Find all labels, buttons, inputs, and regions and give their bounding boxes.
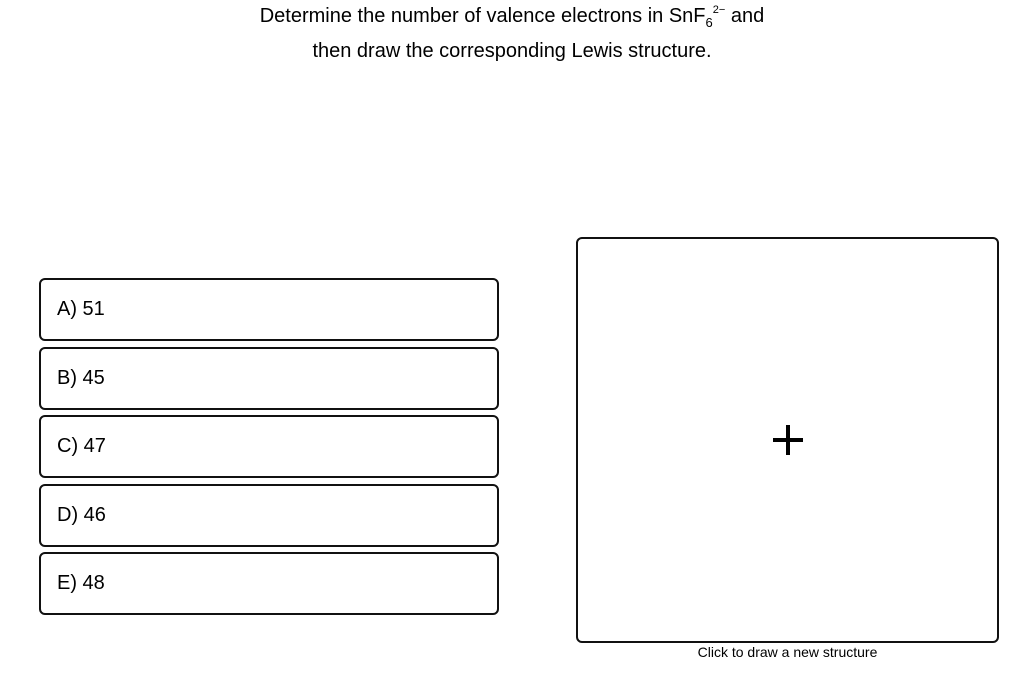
draw-caption: Click to draw a new structure bbox=[697, 644, 878, 660]
option-label: A) 51 bbox=[57, 298, 105, 320]
question-line-1 bbox=[0, 0, 1024, 35]
option-label: C) 47 bbox=[57, 435, 106, 457]
option-label: D) 46 bbox=[57, 503, 106, 526]
option-a[interactable] bbox=[39, 278, 499, 341]
question-suffix: and bbox=[725, 5, 765, 27]
option-label: B) 45 bbox=[57, 366, 105, 389]
option-c[interactable] bbox=[39, 415, 499, 478]
answer-options bbox=[39, 278, 499, 621]
formula-superscript: 2− bbox=[712, 4, 726, 16]
option-b[interactable] bbox=[39, 347, 499, 410]
formula-base: SnF bbox=[668, 5, 706, 27]
option-e[interactable] bbox=[39, 552, 499, 615]
draw-structure-area[interactable] bbox=[576, 237, 999, 643]
formula-subscript: 6 bbox=[705, 15, 713, 30]
chemical-formula bbox=[668, 4, 726, 30]
question-text bbox=[0, 0, 1024, 67]
question-prefix: Determine the number of valence electrons in bbox=[259, 5, 669, 27]
plus-icon[interactable] bbox=[773, 425, 803, 455]
option-d[interactable] bbox=[39, 484, 499, 547]
option-label: E) 48 bbox=[57, 572, 105, 594]
question-line-2: then draw the corresponding Lewis structure. bbox=[312, 40, 712, 62]
